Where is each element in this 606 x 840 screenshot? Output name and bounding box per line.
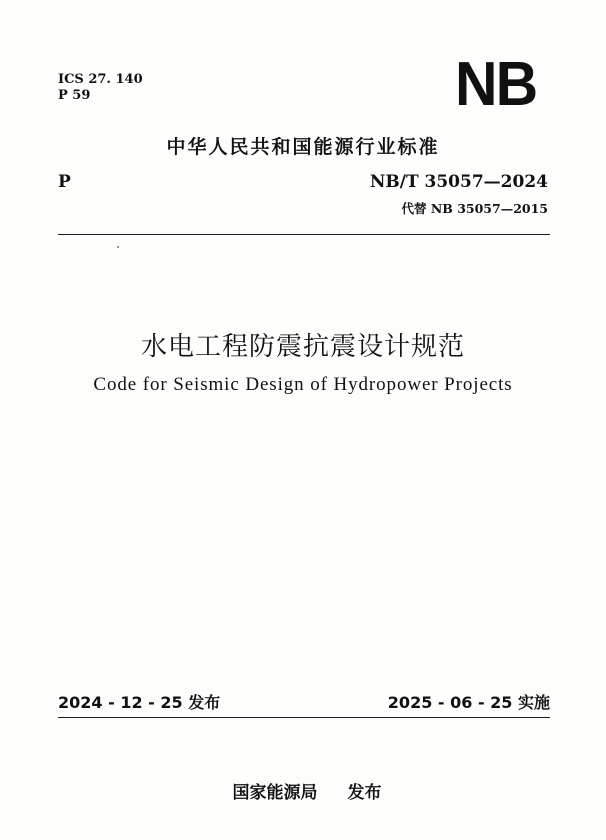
- ics-code: ICS 27. 140: [58, 72, 143, 87]
- nb-logo: NB: [455, 50, 537, 119]
- publisher-name: 国家能源局: [232, 783, 318, 803]
- implementation-date: 2025 - 06 - 25 实施: [387, 693, 550, 712]
- standard-number: NB/T 35057—2024: [369, 172, 548, 192]
- publisher-action: 发布: [347, 783, 382, 803]
- replaces-standard: 代替 NB 35057—2015: [401, 201, 548, 216]
- ccs-code: P 59: [58, 88, 91, 103]
- title-chinese: 水电工程防震抗震设计规范: [140, 332, 465, 362]
- print-speck: [117, 246, 119, 248]
- title-english: Code for Seismic Design of Hydropower Projects: [93, 374, 513, 395]
- standard-type: 中华人民共和国能源行业标准: [166, 136, 440, 158]
- publisher-line: [0, 778, 606, 803]
- top-divider: [58, 234, 550, 235]
- bottom-divider: [58, 717, 550, 718]
- issue-date: 2024 - 12 - 25 发布: [58, 693, 221, 712]
- classification-letter: P: [58, 172, 71, 192]
